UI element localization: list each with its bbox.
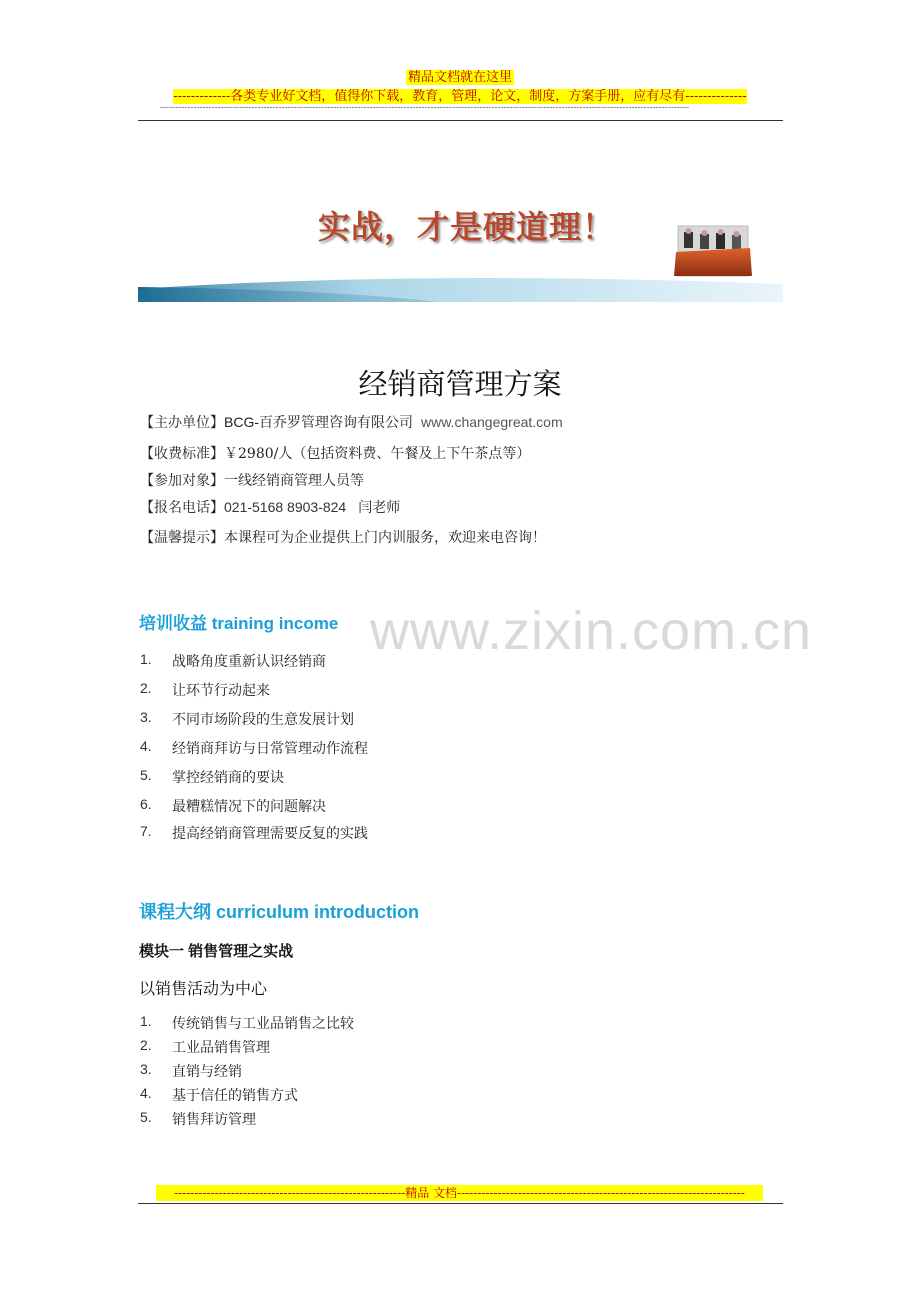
banner-slogan: 实战，才是硬道理！ (318, 208, 616, 246)
list-item: 2. 工业品销售管理 (140, 1037, 270, 1056)
website-link[interactable]: www.changegreat.com (421, 414, 563, 430)
list-item: 5. 掌控经销商的要诀 (140, 767, 284, 786)
module-subtitle: 以销售活动为中心 (139, 981, 268, 998)
info-organizer: 【主办单位】BCG-百乔罗管理咨询有限公司 www.changegreat.com (140, 414, 563, 431)
header-title: 精品文档就在这里 (407, 70, 512, 85)
watermark: www.zixin.com.cn (370, 601, 813, 661)
module-title: 模块一 销售管理之实战 (139, 943, 294, 960)
list-item: 6. 最糟糕情况下的问题解决 (140, 796, 326, 815)
list-item: 1. 战略角度重新认识经销商 (140, 651, 326, 670)
curriculum-heading: 课程大纲 curriculum introduction (139, 902, 420, 922)
info-phone: 【报名电话】021-5168 8903-824 闫老师 (140, 499, 401, 516)
list-item: 3. 不同市场阶段的生意发展计划 (140, 709, 354, 728)
list-item: 2. 让环节行动起来 (140, 680, 270, 699)
benefits-list (140, 651, 368, 850)
list-item: 4. 经销商拜访与日常管理动作流程 (140, 738, 368, 757)
curriculum-list (140, 1013, 354, 1133)
info-fee: 【收费标准】￥2980/人（包括资料费、午餐及上下午茶点等） (140, 446, 531, 462)
header-dashed-line: ------------------------------------------------------------------------------------------------------------------------------------------------------------------------------ (160, 103, 690, 113)
footer-banner: ---------------------------------------------------------精品 文档----------------------------------------------------------------------- (156, 1185, 763, 1201)
footer-rule (138, 1203, 783, 1204)
list-item: 1. 传统销售与工业品销售之比较 (140, 1013, 354, 1032)
benefits-heading: 培训收益 training income (139, 614, 339, 633)
document-title: 经销商管理方案 (358, 367, 562, 401)
banner-swoosh-light (138, 278, 783, 302)
meeting-photo (674, 226, 752, 276)
list-item: 5. 销售拜访管理 (140, 1109, 256, 1128)
info-audience: 【参加对象】一线经销商管理人员等 (140, 473, 364, 489)
list-item: 7. 提高经销商管理需要反复的实践 (140, 823, 368, 842)
list-item: 3. 直销与经销 (140, 1061, 242, 1080)
header-rule (138, 120, 783, 121)
info-tip: 【温馨提示】本课程可为企业提供上门内训服务，欢迎来电咨询！ (140, 530, 546, 546)
list-item: 4. 基于信任的销售方式 (140, 1085, 298, 1104)
header-subtitle: -------------各类专业好文档，值得你下载，教育，管理，论文，制度，方案手册，应有尽有-------------- (173, 89, 747, 104)
